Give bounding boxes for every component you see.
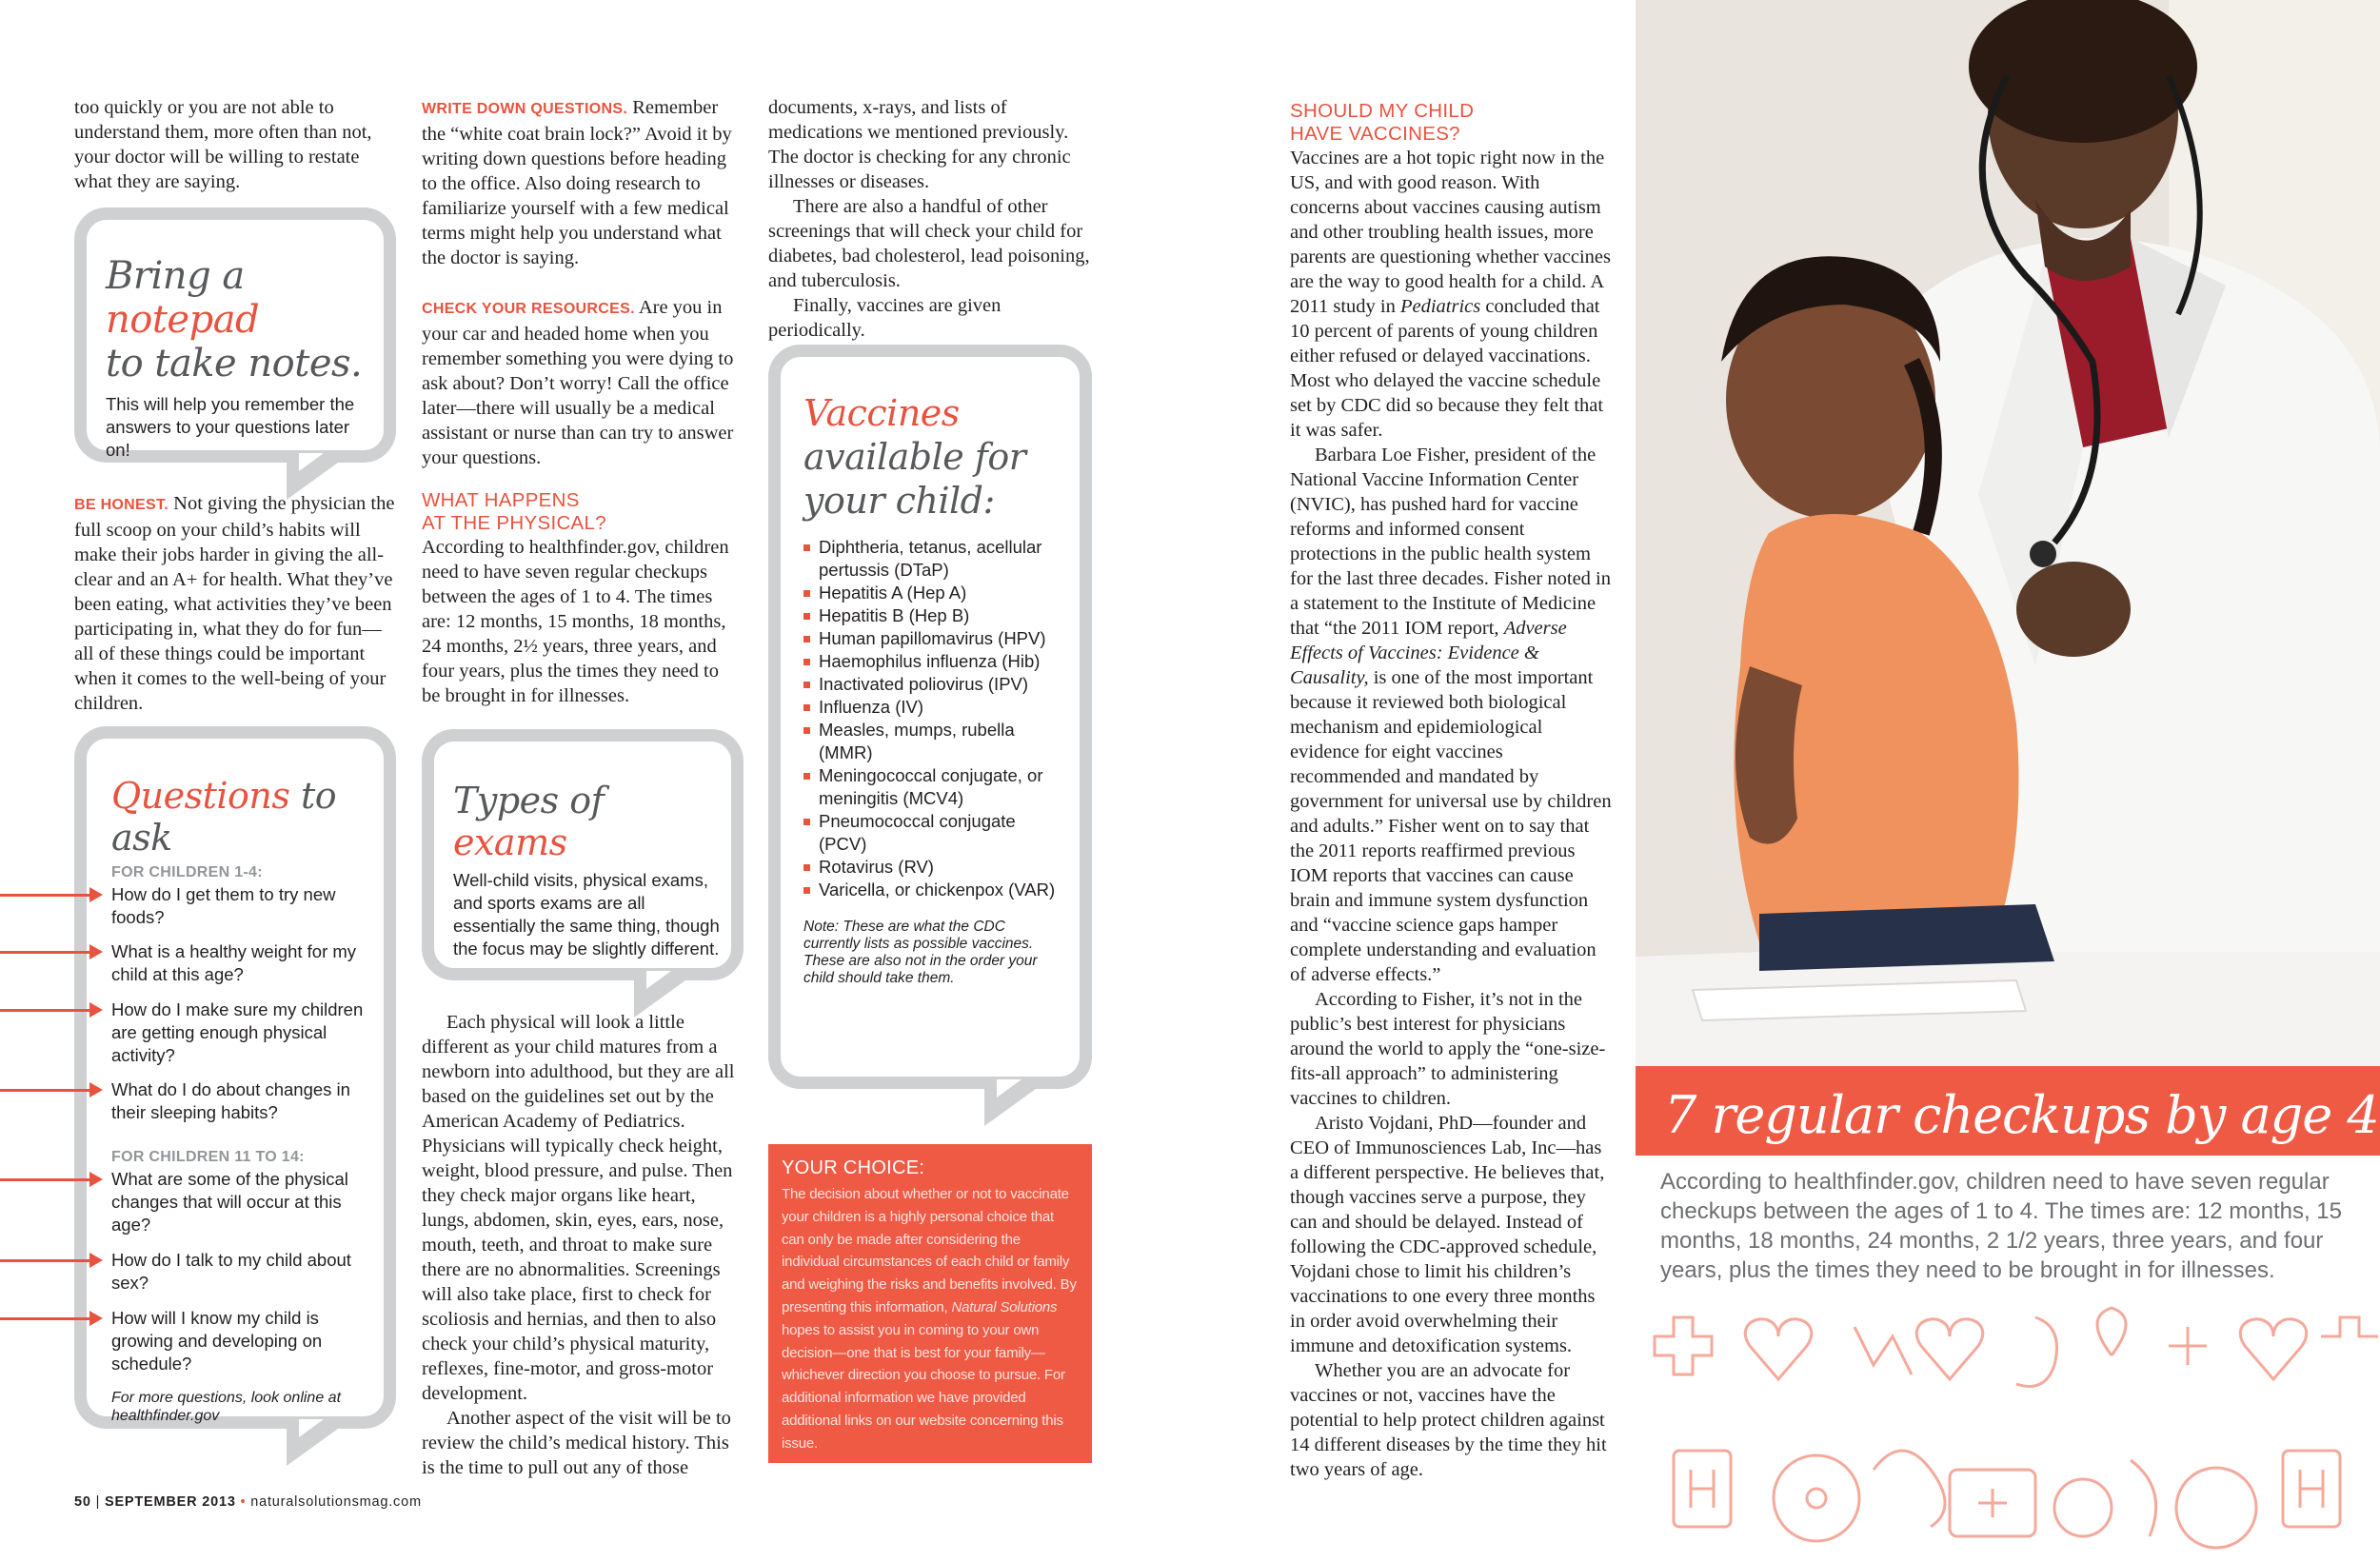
your-choice-title: YOUR CHOICE: [782, 1157, 925, 1178]
site-url: naturalsolutionsmag.com [250, 1494, 422, 1510]
question-item: What are some of the physical changes that will occur at this age? [111, 1168, 365, 1236]
questions-category-2: FOR CHILDREN 11 TO 14: [111, 1149, 305, 1165]
vaccines-title: Vaccines available for your child: [803, 392, 1026, 522]
col2-bottom [422, 1010, 742, 1480]
vaccine-item: Measles, mumps, rubella (MMR) [803, 719, 1061, 764]
notepad-body: This will help you remember the answers to your questions later on! [106, 394, 355, 460]
vaccine-item: Rotavirus (RV) [803, 856, 1061, 879]
col4 [1290, 100, 1614, 1482]
notepad-bubble [74, 208, 396, 463]
write-lead: WRITE DOWN QUESTIONS. [422, 101, 628, 117]
another-aspect-paragraph: Another aspect of the visit will be to review the child’s medical history. This is the time to pull out any of those [422, 1408, 731, 1478]
arrow-icon [0, 894, 99, 897]
vaccine-item: Diphtheria, tetanus, acellular pertussis (DTaP) [803, 536, 1061, 582]
vaccine-item: Hepatitis B (Hep B) [803, 604, 1061, 627]
question-item: What do I do about changes in their sleeping habits? [111, 1078, 365, 1124]
vaccines-bubble [768, 345, 1092, 1089]
vaccine-item: Human papillomavirus (HPV) [803, 627, 1061, 650]
physical-body: According to healthfinder.gov, children need to have seven regular checkups between the ages of 1 to 4. The times are: 12 months, 15 months, 18 months, 24 months, 2½ years, three years, and four years, plus the times they need to be brought in for illnesses. [422, 537, 729, 706]
col4-paragraph: Whether you are an advocate for vaccines or not, vaccines have the potential to help protect children against 14 different diseases by the time they hit two years of age. [1290, 1360, 1607, 1480]
arrow-icon [0, 951, 99, 954]
vaccine-item: Inactivated poliovirus (IPV) [803, 673, 1061, 696]
your-choice-box [768, 1144, 1092, 1463]
vaccines-note: Note: These are what the CDC currently lists as possible vaccines. These are also not in the order your child should take them. [803, 919, 1038, 986]
questions-note: For more questions, look online at healthfinder.gov [111, 1390, 342, 1424]
questions-title: Questions to ask [111, 775, 337, 859]
physical-heading: WHAT HAPPENS AT THE PHYSICAL? [422, 489, 606, 534]
honest-lead: BE HONEST. [74, 497, 169, 513]
col4-paragraph: Vaccines are a hot topic right now in the US, and with good reason. With concerns about vaccines causing autism and other troubling health issues, more parents are questioning whether vaccines are the way to good health for a child. A 2011 study in Pediatrics concluded that 10 percent of parents of young children either refused or delayed vaccinations. Most who delayed the vaccine schedule set by CDC did so because they felt that it was safer. [1290, 148, 1611, 441]
col2-top: WRITE DOWN QUESTIONS. Remember the “white coat brain lock?” Avoid it by writing down questions before heading to the office. Also doing research to familiarize yourself with a few medical terms might help you understand what the doctor is saying. CHECK YOUR RESOURCES. Are you in your car and headed home when you remember something you were dying to ask about? Don’t worry! Call the office later—there will usually be a medical assistant or nurse than can try to answer your questions. WHAT HAPPENS AT THE PHYSICAL? According to healthfinder.gov, children need to have seven regular checkups between the ages of 1 to 4. The times are: 12 months, 15 months, 18 months, 24 months, 2½ years, three years, and four years, plus the times they need to be brought in for illnesses. [422, 95, 742, 708]
col3-top: documents, x-rays, and lists of medications we mentioned previously. The doctor is checking for any chronic illnesses or diseases. There are also a handful of other screenings that will check your child for diabetes, bad cholesterol, lead poisoning, and tuberculosis. Finally, vaccines are given periodically. [768, 97, 1090, 341]
col4-paragraph: According to Fisher, it’s not in the public’s best interest for physicians around the world to apply the “one-size-fits-all approach” to administering vaccines to children. [1290, 989, 1606, 1109]
arrow-icon [0, 1089, 99, 1092]
vaccine-item: Hepatitis A (Hep A) [803, 582, 1061, 604]
arrow-icon [0, 1259, 99, 1262]
honest-body: Not giving the physician the full scoop on your child’s habits will make their jobs harder in giving the all-clear and an A+ for health. What they’ve been eating, what activities they’ve been participating in, what they do for fun—all of these things could be important when it comes to the well-being of your children. [74, 493, 395, 714]
each-physical-paragraph: Each physical will look a little different as your child matures from a newborn into adulthood, but they are all based on the guidelines set out by the American Academy of Pediatrics. Physicians will typically check height, weight, blood pressure, and pulse. Then they check major organs like heart, lungs, abdomen, skin, eyes, ears, nose, mouth, teeth, and throat to make sure there are no abnormalities. Screenings will also take place, first to check for scoliosis and hernias, and then to also check your child’s physical maturity, reflexes, fine-motor, and gross-motor development. [422, 1012, 735, 1404]
issue-date: SEPTEMBER 2013 [104, 1494, 236, 1510]
checkups-banner [1636, 1066, 2380, 1156]
col1-honest [74, 491, 396, 716]
photo-illustration [1636, 0, 2380, 1066]
col1-paragraph: too quickly or you are not able to understand them, more often than not, your doctor will be willing to restate what they are saying. [74, 97, 372, 192]
col4-paragraph: Barbara Loe Fisher, president of the National Vaccine Information Center (NVIC), has pushed hard for vaccine reforms and informed consent protections in the public health system for the last three decades. Fisher noted in a statement to the Institute of Medicine that “the 2011 IOM report, Adverse Effects of Vaccines: Evidence & Causality, is one of the most important because it reviewed both biological mechanism and epidemiological evidence for eight vaccines recommended and mandated by government for universal use by children and adults.” Fisher went on to say that the 2011 reports reaffirmed previous IOM reports that vaccines can cause brain and immune system dysfunction and “vaccine science gaps hamper complete understanding and evaluation of adverse effects.” [1290, 445, 1612, 985]
question-item: How do I make sure my children are getting enough physical activity? [111, 998, 365, 1067]
your-choice-text: The decision about whether or not to vaccinate your children is a highly personal choice that can only be made after considering the individual circumstances of each child or family and weighing the risks and benefits involved. By presenting this information, Natural Solutions hopes to assist you in coming to your own decision—one that is best for your family—whichever direction you choose to pursue. For additional information we have provided additional links on our website concerning this issue. [782, 1186, 1077, 1452]
question-item: How do I talk to my child about sex? [111, 1249, 365, 1295]
vaccine-list [803, 536, 1061, 901]
exams-bubble [422, 729, 744, 980]
page-number: 50 [74, 1494, 91, 1510]
question-item: How will I know my child is growing and developing on schedule? [111, 1307, 365, 1375]
vaccine-item: Influenza (IV) [803, 696, 1061, 719]
questions-category-1: FOR CHILDREN 1-4: [111, 864, 263, 880]
notepad-title: Bring a notepad to take notes. [106, 254, 363, 386]
arrow-icon [0, 1178, 99, 1181]
arrow-icon [0, 1317, 99, 1320]
vaccine-item: Varicella, or chickenpox (VAR) [803, 879, 1061, 901]
exams-title: Types of exams [453, 780, 605, 863]
questions-bubble [74, 726, 396, 1429]
check-lead: CHECK YOUR RESOURCES. [422, 301, 635, 317]
banner-title: 7 regular checkups by age 4 [1664, 1085, 2379, 1145]
vaccine-item: Meningococcal conjugate, or meningitis (MCV4) [803, 764, 1061, 810]
question-item: What is a healthy weight for my child at this age? [111, 940, 365, 986]
exams-body: Well-child visits, physical exams, and sports exams are all essentially the same thing, though the focus may be slightly different. [453, 870, 720, 959]
page-footer: 50 | SEPTEMBER 2013 • naturalsolutionsmag.com [74, 1494, 422, 1510]
vaccine-item: Haemophilus influenza (Hib) [803, 650, 1061, 673]
col1-top [74, 95, 396, 194]
col4-paragraph: Aristo Vojdani, PhD—founder and CEO of Immunosciences Lab, Inc—has a different perspective. He believes that, though vaccines serve a purpose, they can and should be delayed. Instead of following the CDC-approved schedule, Vojdani chose to limit his children’s vaccinations to one every three months in order avoid overwhelming their immune and detoxification systems. [1290, 1113, 1605, 1356]
question-item: How do I get them to try new foods? [111, 883, 365, 929]
vaccine-item: Pneumococcal conjugate (PCV) [803, 810, 1061, 856]
sidebar-pattern-panel [1636, 1156, 2380, 1562]
doctor-child-photo [1636, 0, 2380, 1066]
vaccines-heading: SHOULD MY CHILD HAVE VACCINES? [1290, 100, 1475, 145]
sidebar-text: According to healthfinder.gov, children need to have seven regular checkups between the ages of 1 to 4. The times are: 12 months, 15 months, 18 months, 24 months, 2 1/2 years, three years, and four years, plus the times they need to be brought in for illnesses. [1660, 1169, 2342, 1283]
arrow-icon [0, 1009, 99, 1012]
